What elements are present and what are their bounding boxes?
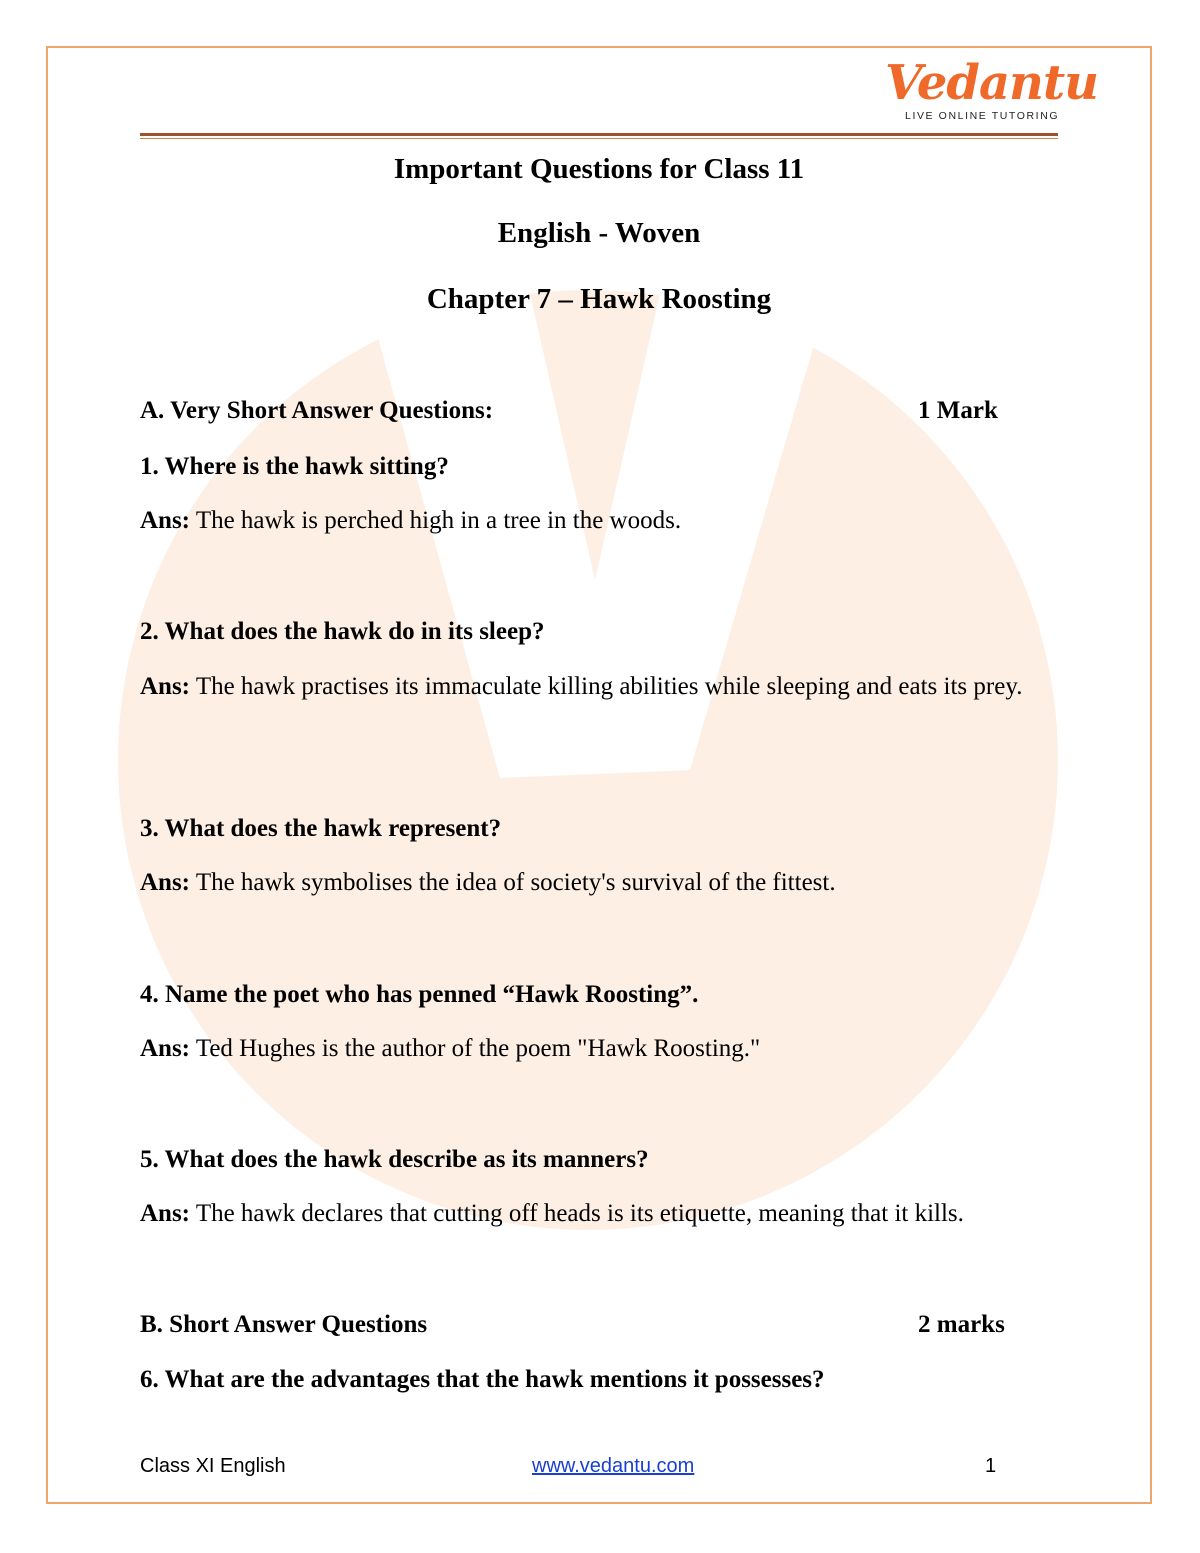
- answer-text: The hawk declares that cutting off heads is its etiquette, meaning that it kills.: [190, 1200, 964, 1227]
- question-1: 1. Where is the hawk sitting?: [140, 453, 449, 480]
- section-marks-b: 2 marks: [918, 1311, 1005, 1338]
- answer-text: The hawk symbolises the idea of society's survival of the fittest.: [190, 869, 836, 896]
- answer-text: Ted Hughes is the author of the poem "Hawk Roosting.": [190, 1035, 761, 1062]
- footer-page-number: 1: [985, 1455, 997, 1477]
- section-marks-a: 1 Mark: [918, 397, 998, 424]
- doc-subject: English - Woven: [497, 217, 701, 249]
- question-5: 5. What does the hawk describe as its manners?: [140, 1146, 649, 1173]
- answer-2: [140, 670, 1065, 704]
- answer-3: [140, 866, 1065, 900]
- answer-label: Ans:: [140, 673, 191, 700]
- answer-text: The hawk is perched high in a tree in the woods.: [190, 507, 682, 534]
- question-2: 2. What does the hawk do in its sleep?: [140, 618, 545, 645]
- answer-4: [140, 1032, 1065, 1066]
- logo-tagline: LIVE ONLINE TUTORING: [905, 110, 1060, 122]
- answer-label: Ans:: [140, 869, 191, 896]
- answer-1: [140, 504, 1065, 538]
- header-rule: [140, 133, 1058, 136]
- logo-wordmark: Vedantu: [885, 55, 1099, 111]
- footer-website-link[interactable]: www.vedantu.com: [532, 1455, 695, 1477]
- answer-5: [140, 1197, 1065, 1231]
- header-rule-thin: [140, 138, 1058, 139]
- section-heading-a: A. Very Short Answer Questions:: [140, 397, 494, 424]
- answer-label: Ans:: [140, 507, 191, 534]
- doc-chapter: Chapter 7 – Hawk Roosting: [426, 283, 772, 315]
- question-3: 3. What does the hawk represent?: [140, 815, 502, 842]
- question-4: 4. Name the poet who has penned “Hawk Roosting”.: [140, 981, 699, 1008]
- footer-class-label: Class XI English: [140, 1455, 286, 1477]
- answer-label: Ans:: [140, 1035, 191, 1062]
- answer-text: The hawk practises its immaculate killing abilities while sleeping and eats its prey.: [190, 673, 1023, 700]
- answer-label: Ans:: [140, 1200, 191, 1227]
- question-6: 6. What are the advantages that the hawk mentions it possesses?: [140, 1366, 825, 1393]
- vedantu-logo: [885, 54, 1099, 124]
- section-heading-b: B. Short Answer Questions: [140, 1311, 428, 1338]
- doc-title: Important Questions for Class 11: [393, 153, 805, 185]
